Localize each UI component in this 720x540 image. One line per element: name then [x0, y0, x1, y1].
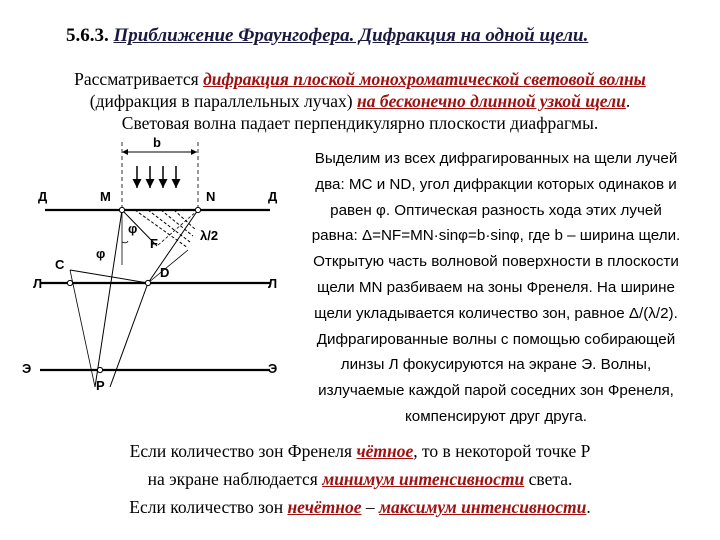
intro-emphasis: дифракция плоской монохроматической световой волны — [203, 69, 646, 89]
label-M: M — [100, 189, 111, 204]
conclusion-emphasis: минимум интенсивности — [322, 469, 525, 489]
explanation-line: Выделим из всех дифрагированных на щели лучей — [314, 150, 678, 167]
label-phi-1: φ — [128, 221, 138, 236]
section-number: 5.6.3. — [66, 25, 109, 46]
incident-wave-arrows — [137, 166, 176, 188]
intro-text: (дифракция в параллельных лучах) — [89, 91, 358, 111]
intro-line-2 — [0, 90, 720, 112]
intro-text: . — [625, 91, 631, 111]
explanation-line: Открытую часть волновой поверхности в плоскости — [313, 253, 679, 271]
explanation-line: излучаемые каждой парой соседних зон Френеля, — [318, 382, 674, 400]
angle-arc-1 — [122, 241, 128, 243]
ray-DP — [110, 283, 148, 387]
label-diaphragm-right: Д — [268, 189, 278, 204]
explanation-line: щели MN разбиваем на зоны Френеля. На ширине — [317, 278, 675, 296]
label-lambda-half: λ/2 — [200, 228, 219, 243]
explanation-text — [282, 146, 710, 430]
explanation-line: компенсируют друг друга. — [404, 407, 588, 425]
conclusion-text: света. — [524, 469, 573, 489]
conclusion-text: . — [586, 497, 591, 517]
page-title — [66, 25, 706, 47]
intro-emphasis: на бесконечно длинной узкой щели — [357, 91, 626, 111]
conclusion-text: , то в некоторой точке P — [413, 441, 591, 461]
explanation-line: равна: Δ=NF=MN·sinφ=b·sinφ, где b – ширина щели. — [311, 227, 681, 245]
conclusion-emphasis: чётное — [356, 441, 414, 461]
label-screen-right: Э — [268, 361, 278, 376]
explanation-line: линзы Л фокусируются на экране Э. Волны, — [340, 356, 652, 374]
explanation-line: равен φ. Оптическая разность хода этих лучей — [330, 201, 662, 219]
label-P: P — [96, 378, 105, 393]
label-D-point: D — [160, 265, 170, 280]
label-lens-right: Л — [268, 276, 278, 291]
conclusion-text: Если количество зон — [129, 497, 288, 517]
section-title: Приближение Фраунгофера. Дифракция на одной щели. — [113, 25, 589, 46]
label-b: b — [153, 135, 161, 150]
diffraction-diagram — [0, 130, 300, 400]
label-phi-2: φ — [96, 246, 106, 261]
conclusion-text: Если количество зон Френеля — [129, 441, 357, 461]
label-N: N — [206, 189, 216, 204]
conclusion-line-3 — [0, 493, 720, 521]
conclusion-text: на экране наблюдается — [147, 469, 323, 489]
intro-line-3: Световая волна падает перпендикулярно плоскости диафрагмы. — [121, 113, 599, 133]
explanation-line: Дифрагированные волны с помощью собирающей — [316, 330, 676, 348]
conclusion-paragraph — [0, 437, 720, 521]
label-lens-left: Л — [33, 276, 43, 291]
intro-line-1 — [0, 68, 720, 90]
explanation-line: щели укладывается количество зон, равное Δ/(λ/2). — [314, 304, 678, 322]
label-screen-left: Э — [22, 361, 32, 376]
explanation-line: два: MC и ND, угол дифракции которых одинаков и — [315, 175, 677, 193]
conclusion-emphasis: нечётное — [287, 497, 362, 517]
conclusion-line-1 — [0, 437, 720, 465]
conclusion-line-2 — [0, 465, 720, 493]
conclusion-emphasis: максимум интенсивности — [379, 497, 587, 517]
ray-CP — [70, 270, 148, 283]
label-C: C — [55, 257, 65, 272]
intro-text: Рассматривается — [74, 69, 204, 89]
conclusion-text: – — [361, 497, 379, 517]
slit-width-arrow — [122, 142, 198, 210]
label-F: F — [150, 236, 158, 251]
intro-paragraph — [0, 68, 720, 134]
ray-MC — [95, 210, 122, 387]
label-diaphragm-left: Д — [38, 189, 48, 204]
fresnel-zone-rays — [135, 210, 196, 248]
